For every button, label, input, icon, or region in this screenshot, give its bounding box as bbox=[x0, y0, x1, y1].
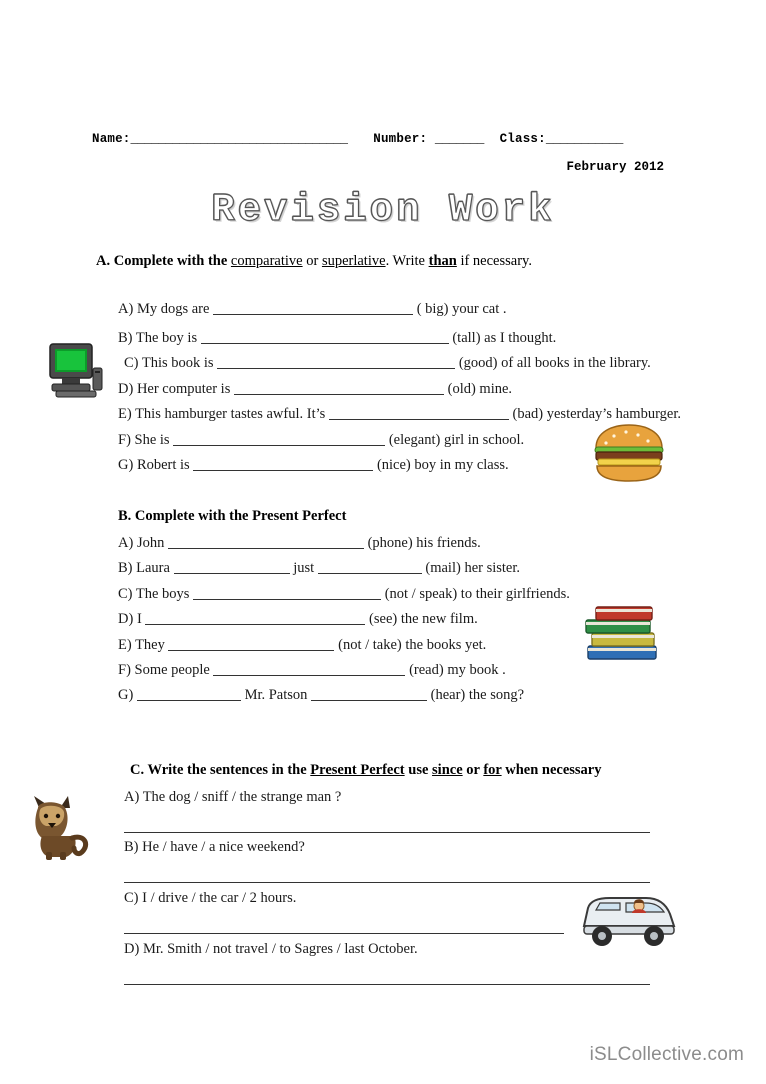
date-text: February 2012 bbox=[566, 160, 664, 174]
answer-blank[interactable] bbox=[213, 300, 413, 315]
exercise-c-item-1 bbox=[124, 789, 341, 806]
item-text: The dog / sniff / the strange man ? bbox=[142, 789, 342, 805]
section-c-heading-suffix: when necessary bbox=[501, 762, 602, 778]
section-a-word-than: than bbox=[428, 253, 457, 269]
exercise-b-item-7 bbox=[118, 686, 524, 704]
exercise-a-item-7 bbox=[118, 456, 509, 474]
answer-blank[interactable] bbox=[137, 686, 241, 701]
exercise-a-item-4 bbox=[118, 380, 512, 398]
exercise-b-item-6 bbox=[118, 661, 506, 679]
desktop-computer-clipart bbox=[44, 338, 106, 400]
item-suffix: (not / speak) to their girlfriends. bbox=[384, 585, 570, 602]
item-suffix: (mail) her sister. bbox=[425, 559, 521, 576]
exercise-a-item-5 bbox=[118, 405, 681, 423]
name-blank[interactable]: _______________________________ bbox=[130, 132, 348, 146]
exercise-b-item-5 bbox=[118, 636, 486, 654]
exercise-b-item-2 bbox=[118, 559, 520, 577]
exercise-c-item-3 bbox=[124, 890, 296, 907]
item-suffix: (phone) his friends. bbox=[367, 534, 481, 551]
section-c-word-since: since bbox=[432, 762, 463, 778]
item-label: B) bbox=[118, 559, 133, 576]
section-a-heading-mid2: . Write bbox=[385, 253, 429, 269]
exercise-b-item-3 bbox=[118, 585, 570, 603]
item-prefix: I bbox=[136, 610, 142, 627]
answer-blank[interactable] bbox=[174, 559, 290, 574]
section-a-heading-prefix: A. Complete with the bbox=[96, 253, 231, 269]
item-label: A) bbox=[118, 300, 134, 317]
item-prefix: This hamburger tastes awful. It’s bbox=[135, 405, 326, 422]
answer-blank[interactable] bbox=[173, 431, 385, 446]
item-label: E) bbox=[118, 405, 132, 422]
answer-blank-2[interactable] bbox=[318, 559, 422, 574]
item-prefix: This book is bbox=[141, 354, 214, 371]
item-prefix: The boy is bbox=[135, 329, 198, 346]
item-text: I / drive / the car / 2 hours. bbox=[142, 890, 297, 906]
answer-write-line-2[interactable] bbox=[124, 882, 650, 883]
answer-blank[interactable] bbox=[329, 405, 509, 420]
item-suffix: (bad) yesterday’s hamburger. bbox=[512, 405, 681, 422]
item-label: F) bbox=[118, 661, 131, 678]
section-c-heading-mid: use bbox=[404, 762, 433, 778]
item-suffix: ( big) your cat . bbox=[416, 300, 507, 317]
answer-blank[interactable] bbox=[168, 636, 334, 651]
answer-blank[interactable] bbox=[193, 456, 373, 471]
answer-blank[interactable] bbox=[234, 380, 444, 395]
item-suffix: (see) the new film. bbox=[369, 610, 478, 627]
item-label: C) bbox=[124, 354, 139, 371]
answer-blank[interactable] bbox=[193, 585, 381, 600]
answer-blank[interactable] bbox=[168, 534, 364, 549]
class-label: Class: bbox=[499, 132, 546, 146]
item-label: E) bbox=[118, 636, 132, 653]
section-c-heading-prefix: C. Write the sentences in the bbox=[130, 762, 311, 778]
number-blank[interactable]: _______ bbox=[434, 132, 484, 146]
item-prefix: Her computer is bbox=[136, 380, 231, 397]
student-info-line bbox=[92, 132, 676, 146]
item-label: C) bbox=[124, 890, 139, 906]
man-driving-car-clipart bbox=[576, 886, 680, 950]
section-c-heading bbox=[130, 762, 601, 779]
answer-blank[interactable] bbox=[217, 354, 455, 369]
section-b-heading: B. Complete with the Present Perfect bbox=[118, 508, 347, 524]
german-shepherd-dog-clipart bbox=[20, 794, 96, 862]
exercise-a-item-3 bbox=[124, 354, 651, 372]
answer-blank[interactable] bbox=[201, 329, 449, 344]
item-prefix: She is bbox=[134, 431, 170, 448]
exercise-b-item-4 bbox=[118, 610, 478, 628]
item-suffix: (old) mine. bbox=[447, 380, 513, 397]
item-suffix: (not / take) the books yet. bbox=[338, 636, 487, 653]
answer-blank-2[interactable] bbox=[311, 686, 427, 701]
exercise-a-item-6 bbox=[118, 431, 524, 449]
section-c-heading-mid2: or bbox=[462, 762, 484, 778]
item-label: G) bbox=[118, 456, 134, 473]
section-a-word-superlative: superlative bbox=[321, 253, 386, 269]
section-a-heading-mid: or bbox=[302, 253, 322, 269]
answer-write-line-4[interactable] bbox=[124, 984, 650, 985]
item-suffix: (hear) the song? bbox=[430, 686, 525, 703]
item-suffix: (elegant) girl in school. bbox=[388, 431, 525, 448]
watermark: iSLCollective.com bbox=[589, 1044, 744, 1065]
answer-write-line-3[interactable] bbox=[124, 933, 564, 934]
item-text: Mr. Smith / not travel / to Sagres / last October. bbox=[142, 941, 418, 957]
answer-blank[interactable] bbox=[213, 661, 405, 676]
stack-of-books-clipart bbox=[578, 602, 666, 664]
item-prefix: Some people bbox=[134, 661, 210, 678]
item-label: F) bbox=[118, 431, 131, 448]
item-label: D) bbox=[124, 941, 140, 957]
section-a-heading-suffix: if necessary. bbox=[456, 253, 532, 269]
item-text: He / have / a nice weekend? bbox=[142, 839, 305, 855]
item-suffix: (nice) boy in my class. bbox=[376, 456, 509, 473]
exercise-c-item-2 bbox=[124, 839, 305, 856]
item-middle: Mr. Patson bbox=[244, 686, 308, 703]
name-label: Name: bbox=[92, 132, 131, 146]
item-suffix: (read) my book . bbox=[409, 661, 506, 678]
item-prefix: John bbox=[136, 534, 165, 551]
item-label: B) bbox=[124, 839, 139, 855]
hamburger-clipart bbox=[588, 422, 670, 484]
answer-write-line-1[interactable] bbox=[124, 832, 650, 833]
section-a-heading bbox=[96, 253, 532, 270]
item-prefix: My dogs are bbox=[136, 300, 210, 317]
item-label: D) bbox=[118, 610, 134, 627]
section-a-word-comparative: comparative bbox=[230, 253, 303, 269]
exercise-c-item-4 bbox=[124, 941, 418, 958]
answer-blank[interactable] bbox=[145, 610, 365, 625]
section-c-word-for: for bbox=[483, 762, 502, 778]
exercise-a-item-1 bbox=[118, 300, 506, 318]
number-label: Number: bbox=[373, 132, 428, 146]
section-c-word-present-perfect: Present Perfect bbox=[310, 762, 405, 778]
item-label: A) bbox=[118, 534, 134, 551]
item-label: G) bbox=[118, 686, 134, 703]
item-prefix: Laura bbox=[136, 559, 170, 576]
exercise-b-item-1 bbox=[118, 534, 481, 552]
item-prefix: Robert is bbox=[136, 456, 190, 473]
item-label: C) bbox=[118, 585, 133, 602]
item-label: B) bbox=[118, 329, 133, 346]
page-title: Revision Work bbox=[211, 188, 555, 232]
item-suffix: (good) of all books in the library. bbox=[458, 354, 651, 371]
item-prefix: The boys bbox=[135, 585, 190, 602]
item-middle: just bbox=[293, 559, 315, 576]
class-blank[interactable]: ___________ bbox=[545, 132, 623, 146]
exercise-a-item-2 bbox=[118, 329, 556, 347]
item-suffix: (tall) as I thought. bbox=[452, 329, 557, 346]
item-prefix: They bbox=[135, 636, 165, 653]
item-label: D) bbox=[118, 380, 134, 397]
item-label: A) bbox=[124, 789, 140, 805]
